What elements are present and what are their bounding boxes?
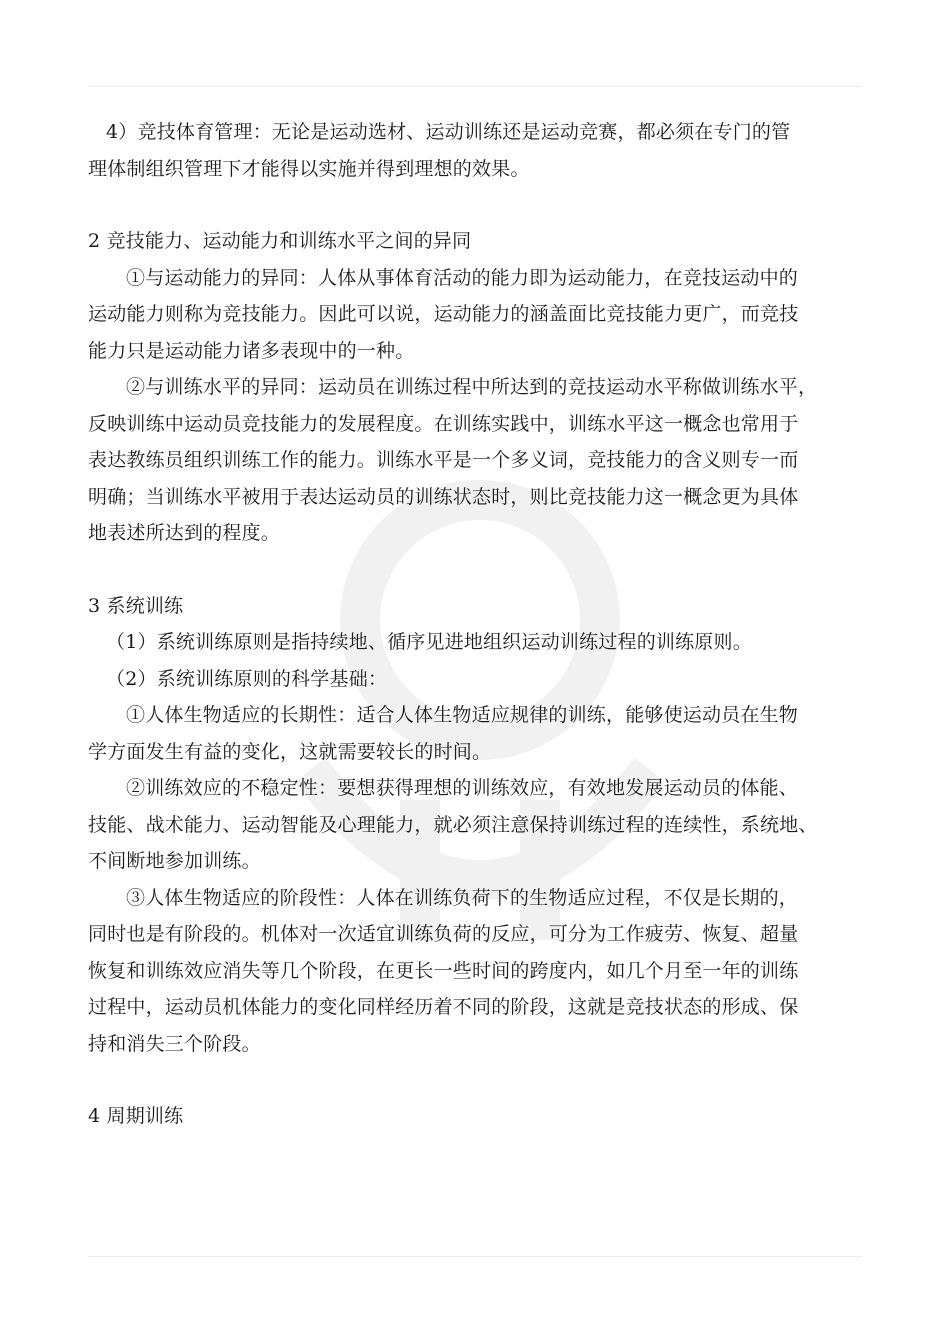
- paragraph-line: （2）系统训练原则的科学基础：: [106, 667, 388, 690]
- paragraph-line: ②与训练水平的异同：运动员在训练过程中所达到的竞技运动水平称做训练水平，: [126, 376, 818, 398]
- paragraph-line: 地表述所达到的程度。: [88, 522, 281, 544]
- header-rule: [88, 86, 862, 87]
- paragraph-line: 明确；当训练水平被用于表达运动员的训练状态时，则比竞技能力这一概念更为具体: [88, 485, 799, 508]
- paragraph-line: 表达教练员组织训练工作的能力。训练水平是一个多义词，竞技能力的含义则专一而: [88, 449, 799, 471]
- paragraph-line: 持和消失三个阶段。: [88, 1032, 261, 1055]
- paragraph-line: 学方面发生有益的变化，这就需要较长的时间。: [88, 740, 492, 763]
- paragraph-line: 理体制组织管理下才能得以实施并得到理想的效果。: [88, 157, 530, 180]
- paragraph-line: 反映训练中运动员竞技能力的发展程度。在训练实践中，训练水平这一概念也常用于: [88, 412, 799, 435]
- paragraph-line: 恢复和训练效应消失等几个阶段，在更长一些时间的跨度内，如几个月至一年的训练: [88, 959, 799, 982]
- document-body: [88, 114, 858, 1135]
- paragraph-line: 能力只是运动能力诸多表现中的一种。: [88, 339, 415, 362]
- footer-rule: [88, 1256, 862, 1257]
- paragraph-line: 不间断地参加训练。: [88, 850, 261, 872]
- section-heading: 4 周期训练: [88, 1105, 184, 1127]
- paragraph-line: 运动能力则称为竞技能力。因此可以说，运动能力的涵盖面比竞技能力更广，而竞技: [88, 303, 799, 325]
- paragraph-line: 同时也是有阶段的。机体对一次适宜训练负荷的反应，可分为工作疲劳、恢复、超量: [88, 923, 799, 945]
- section-heading: 3 系统训练: [88, 594, 184, 617]
- paragraph-line: 4）竞技体育管理：无论是运动选材、运动训练还是运动竞赛，都必须在专门的管: [106, 121, 791, 143]
- section-heading: 2 竞技能力、运动能力和训练水平之间的异同: [88, 230, 472, 252]
- paragraph-line: ②训练效应的不稳定性：要想获得理想的训练效应，有效地发展运动员的体能、: [126, 777, 799, 799]
- paragraph-line: ①人体生物适应的长期性：适合人体生物适应规律的训练，能够使运动员在生物: [126, 704, 799, 726]
- paragraph-line: ③人体生物适应的阶段性：人体在训练负荷下的生物适应过程，不仅是长期的，: [126, 886, 799, 909]
- paragraph-line: 技能、战术能力、运动智能及心理能力，就必须注意保持训练过程的连续性，系统地、: [88, 813, 818, 836]
- paragraph-line: 过程中，运动员机体能力的变化同样经历着不同的阶段，这就是竞技状态的形成、保: [88, 996, 799, 1018]
- paragraph-line: ①与运动能力的异同：人体从事体育活动的能力即为运动能力，在竞技运动中的: [126, 266, 799, 289]
- paragraph-line: （1）系统训练原则是指持续地、循序见进地组织运动训练过程的训练原则。: [106, 631, 752, 653]
